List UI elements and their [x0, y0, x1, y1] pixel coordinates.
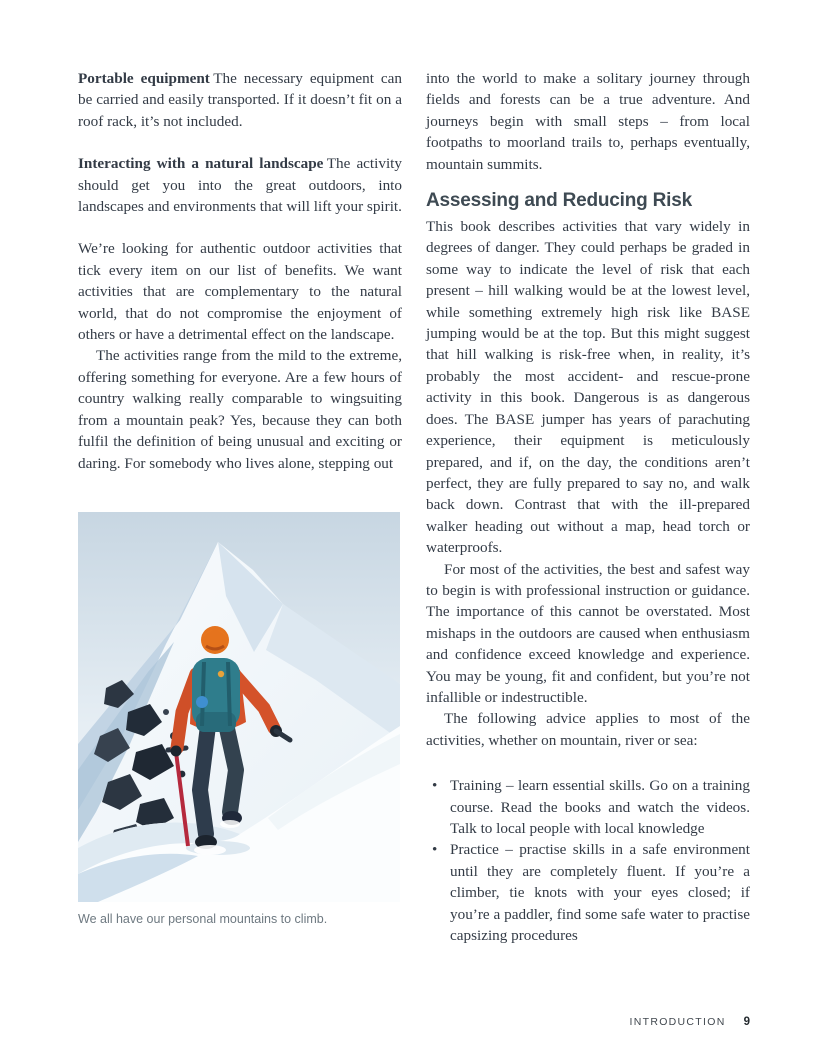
two-column-layout — [78, 68, 750, 946]
bullet-text: Training – learn essential skills. Go on a training course. Read the books and watch the videos. Talk to local people with local knowledge — [450, 777, 750, 837]
figure-mountain-photo — [78, 512, 402, 927]
right-column — [426, 68, 750, 946]
paragraph-professional-instruction: For most of the activities, the best and safest way to begin is with professional instruction or guidance. The importance of this cannot be overstated. Most mishaps in the outdoors are caused when enthusiasm and confidence exceed knowledge and experience. You may be young, fit and confident, but you’re not infallible or indestructible. — [426, 560, 750, 706]
footer-page-number: 9 — [743, 1016, 750, 1028]
paragraph-natural-landscape — [78, 153, 402, 217]
bullet-text: Practice – practise skills in a safe environment until they are completely fluent. If you’re a climber, tie knots with your eyes closed; if you’re a paddler, find some safe water to practise capsizing procedures — [450, 841, 750, 945]
paragraph-text: The necessary equipment can be carried and easily transported. If it doesn’t fit on a roof rack, it’s not included. — [78, 70, 402, 130]
paragraph-portable-equipment — [78, 68, 402, 132]
paragraph-activities-range: The activities range from the mild to the extreme, offering something for everyone. Are a few hours of country walking really comparable to wingsuiting from a mountain peak? Yes, because they can both fulfil the definition of being unusual and exciting or daring. For somebody who lives alone, stepping out — [78, 347, 402, 472]
footer-section-label: INTRODUCTION — [629, 1016, 726, 1028]
paragraph-lead-natural-landscape: Interacting with a natural landscape — [78, 155, 324, 173]
paragraph-journey-continued: into the world to make a solitary journey through fields and forests can be a true adventure. And journeys begin with small steps – from local footpaths to moorland trails to, perhaps eventually, mountain summits. — [426, 70, 750, 173]
bullet-icon: • — [432, 777, 438, 795]
paragraph-text: The activity should get you into the great outdoors, into landscapes and environments that will lift your spirit. — [78, 155, 402, 216]
page-footer — [630, 1016, 751, 1028]
paragraph-authentic-activities: We’re looking for authentic outdoor activities that tick every item on our list of benefits. We want activities that are complementary to the natural world, that do not compromise the enjoyment of others or have a detrimental effect on the landscape. — [78, 240, 402, 344]
paragraph-following-advice: The following advice applies to most of the activities, whether on mountain, river or sea: — [426, 710, 750, 749]
photo-caption: We all have our personal mountains to climb. — [78, 911, 328, 926]
bullet-icon: • — [432, 841, 438, 859]
climber-photo-illustration — [78, 512, 400, 902]
bullet-item-practice — [426, 839, 750, 946]
paragraph-risk-grading: This book describes activities that vary widely in degrees of danger. They could perhaps be graded in some way to indicate the level of risk that each present – hill walking would be at the lowest level, while something extremely high risk like BASE jumping would be at the top. But this might suggest that hill walking is risk-free when, in reality, it’s probably the most accident- and rescue-prone activity in this book. Dangerous is as dangerous does. The BASE jumper has years of parachuting experience, their equipment is meticulously prepared, and if, on the day, the conditions aren’t perfect, they are fully prepared to say no, and walk back down. Contrast that with the ill-prepared walker heading out without a map, head torch or waterproofs. — [426, 218, 750, 557]
advice-bullet-list — [426, 775, 750, 946]
section-heading-assessing-risk: Assessing and Reducing Risk — [426, 190, 692, 212]
left-column — [78, 68, 402, 946]
bullet-item-training — [426, 775, 750, 839]
paragraph-lead-portable-equipment: Portable equipment — [78, 70, 210, 87]
